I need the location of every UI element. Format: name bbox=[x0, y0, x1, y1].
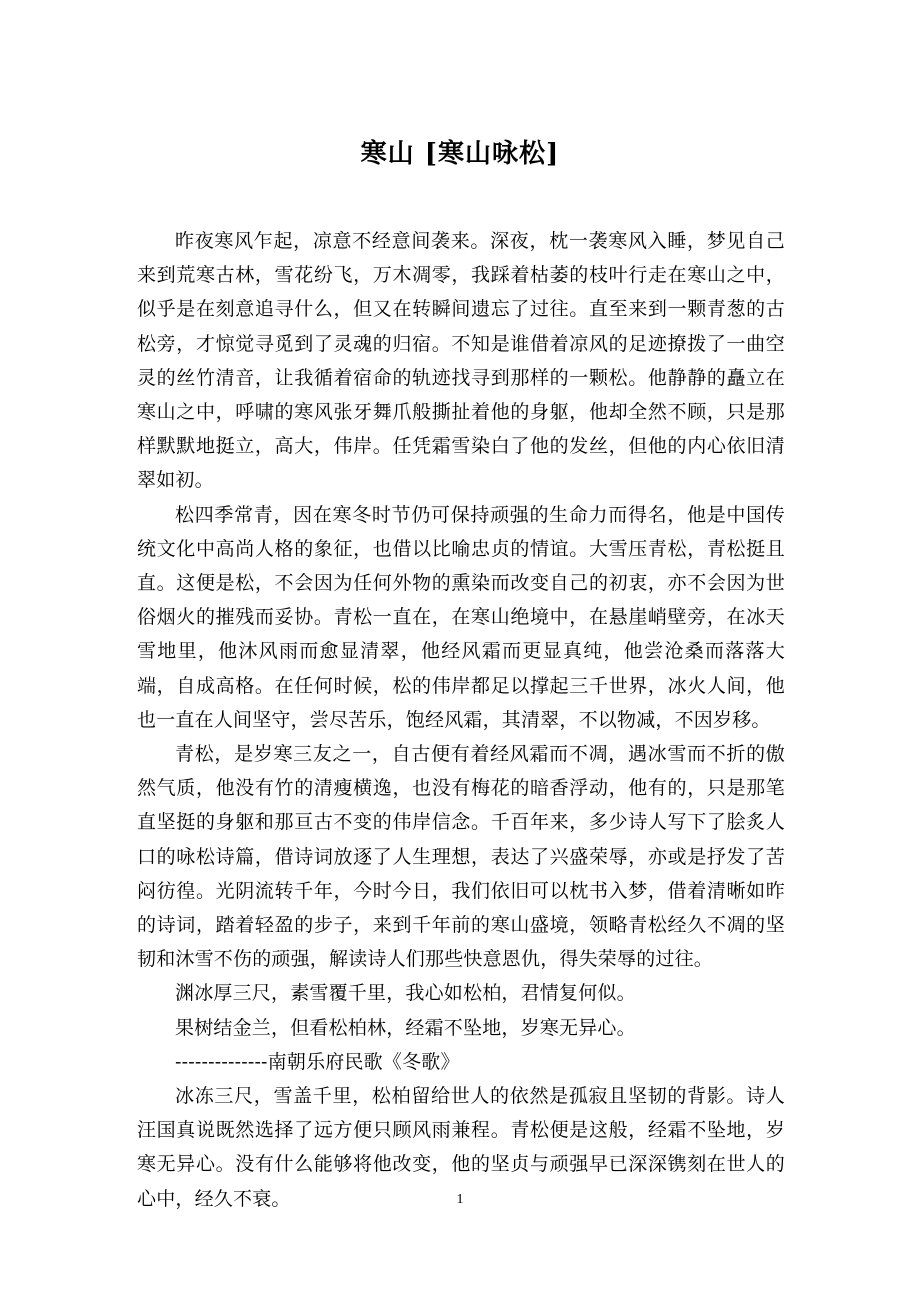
poem-attribution: --------------南朝乐府民歌《冬歌》 bbox=[175, 1050, 460, 1073]
paragraph: 松四季常青，因在寒冬时节仍可保持顽强的生命力而得名，他是中国传统文化中高尚人格的象征，也借以比喻忠贞的情谊。大雪压青松，青松挺且直。这便是松，不会因为任何外物的熏染而改变自己的初衷，亦不会因为世俗烟火的摧残而妥协。青松一直在，在寒山绝境中，在悬崖峭壁旁，在冰天雪地里，他沐风雨而愈显清翠，他经风霜而更显真纯，他尝沧桑而落落大端，自成高格。在任何时候，松的伟岸都足以撑起三千世界，冰火人间，他也一直在人间坚守，尝尽苦乐，饱经风霜，其清翠，不以物减，不因岁移。 bbox=[137, 503, 785, 731]
paragraph: 昨夜寒风乍起，凉意不经意间袭来。深夜，枕一袭寒风入睡，梦见自己来到荒寒古林，雪花纷飞，万木凋零，我踩着枯萎的枝叶行走在寒山之中，似乎是在刻意追寻什么，但又在转瞬间遗忘了过往。直至来到一颗青葱的古松旁，才惊觉寻觅到了灵魂的归宿。不知是谁借着凉风的足迹撩拨了一曲空灵的丝竹清音，让我循着宿命的轨迹找寻到那样的一颗松。他静静的矗立在寒山之中，呼啸的寒风张牙舞爪般撕扯着他的身躯，他却全然不顾，只是那样默默地挺立，高大，伟岸。任凭霜雪染白了他的发丝，但他的内心依旧清翠如初。 bbox=[137, 230, 785, 492]
poem-line: 渊冰厚三尺，素雪覆千里，我心如松柏，君情复何似。 bbox=[175, 982, 636, 1005]
document-body bbox=[137, 224, 785, 1216]
poem-line: 果树结金兰，但看松柏林，经霜不坠地，岁寒无异心。 bbox=[175, 1016, 636, 1039]
paragraph: 青松，是岁寒三友之一，自古便有着经风霜而不凋，遇冰雪而不折的傲然气质，他没有竹的清瘦横逸，也没有梅花的暗香浮动，他有的，只是那笔直坚挺的身躯和那亘古不变的伟岸信念。千百年来，多少诗人写下了脍炙人口的咏松诗篇，借诗词放逐了人生理想，表达了兴盛荣辱，亦或是抒发了苦闷彷徨。光阴流转千年，今时今日，我们依旧可以枕书入梦，借着清晰如昨的诗词，踏着轻盈的步子，来到千年前的寒山盛境，领略青松经久不凋的坚韧和沐雪不伤的顽强，解读诗人们那些快意恩仇，得失荣辱的过往。 bbox=[137, 743, 785, 971]
page-number: 1 bbox=[456, 1192, 464, 1207]
paragraph: 冰冻三尺，雪盖千里，松柏留给世人的依然是孤寂且坚韧的背影。诗人汪国真说既然选择了远方便只顾风雨兼程。青松便是这般，经霜不坠地，岁寒无异心。没有什么能够将他改变，他的坚贞与顽强早已深深镌刻在世人的心中，经久不衰。 bbox=[137, 1085, 785, 1210]
document-title: 寒山 [寒山咏松] bbox=[360, 139, 560, 169]
